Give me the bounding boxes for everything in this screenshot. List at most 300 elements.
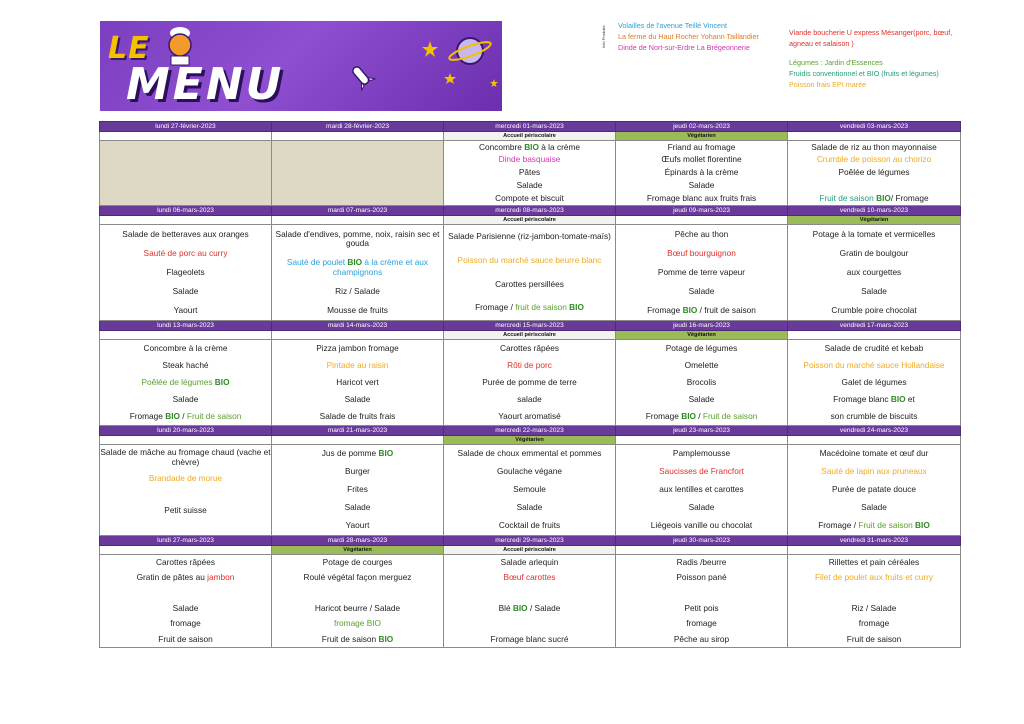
dish-text: Petit suisse xyxy=(164,505,207,516)
dish-text: Salade de crudité et kebab xyxy=(824,342,924,353)
dish-text: / xyxy=(695,410,703,421)
meal-cell xyxy=(272,340,444,426)
day-header: lundi 20-mars-2023 xyxy=(100,426,272,436)
empty-tag xyxy=(272,436,444,445)
empty-tag xyxy=(616,436,788,445)
dish-text: Pêche au sirop xyxy=(673,633,730,644)
day-header: jeudi 02-mars-2023 xyxy=(616,122,788,132)
day-header: mercredi 08-mars-2023 xyxy=(444,206,616,216)
logo-le: LE xyxy=(108,31,150,66)
dish-line xyxy=(788,635,960,645)
bio-label: BIO xyxy=(876,192,891,203)
day-header: mardi 14-mars-2023 xyxy=(272,321,444,331)
meal-cell xyxy=(100,141,272,206)
empty-tag xyxy=(616,546,788,555)
dish-line xyxy=(100,344,271,354)
meal-cell xyxy=(616,141,788,206)
dish-line xyxy=(788,412,960,422)
dish-line xyxy=(788,449,960,459)
dish-text: Salade xyxy=(516,180,543,191)
dish-text: Concombre à la crème xyxy=(143,342,228,353)
dish-line xyxy=(444,619,615,629)
dish-line xyxy=(444,604,615,614)
dish-text: Rôti de porc xyxy=(507,359,552,370)
dish-text: jambon xyxy=(207,572,235,583)
dish-text: Frites xyxy=(347,484,368,495)
dish-text: Omelette xyxy=(684,359,719,370)
dish-line xyxy=(272,635,443,645)
dish-text xyxy=(528,588,530,598)
dish-line xyxy=(100,635,271,645)
dish-line xyxy=(616,521,787,531)
dish-text: Fruit de saison xyxy=(819,192,877,203)
dish-text: Fruit de saison xyxy=(186,410,242,421)
dish-text: Potage de légumes xyxy=(665,342,738,353)
dish-text: Haricot vert xyxy=(336,376,379,387)
periscolaire-tag: Accueil périscolaire xyxy=(444,216,616,225)
empty-tag xyxy=(272,132,444,141)
dish-line xyxy=(444,344,615,354)
bio-label: BIO xyxy=(682,304,698,315)
dish-line xyxy=(444,589,615,599)
dish-text: Bœuf bourguignon xyxy=(667,247,736,258)
dish-text: Fromage blanc aux fruits frais xyxy=(646,192,757,203)
menu-banner xyxy=(100,21,502,111)
dish-text: fromage xyxy=(686,618,717,629)
dish-line xyxy=(788,143,960,153)
dish-text: Fruit de saison xyxy=(858,520,916,531)
dish-line xyxy=(444,395,615,405)
dish-line xyxy=(444,168,615,178)
dish-text: son crumble de biscuits xyxy=(830,410,918,421)
dish-text: / fruit de saison xyxy=(697,304,756,315)
bio-label: BIO xyxy=(378,448,394,459)
empty-tag xyxy=(788,132,961,141)
dish-text: Mousse de fruits xyxy=(327,304,388,315)
dish-line xyxy=(100,619,271,629)
dish-text: Potage à la tomate et vermicelles xyxy=(812,228,936,239)
dish-text: / xyxy=(179,410,187,421)
dish-line xyxy=(788,467,960,477)
dish-text xyxy=(184,489,186,499)
dish-line xyxy=(100,490,271,500)
dish-line xyxy=(616,485,787,495)
dish-text: Salade Parisienne (riz-jambon-tomate-maïs) xyxy=(448,231,611,242)
periscolaire-tag: Accueil périscolaire xyxy=(444,132,616,141)
periscolaire-tag: Accueil périscolaire xyxy=(444,331,616,340)
vegetarian-tag: Végétarien xyxy=(788,216,961,225)
dish-text: Salade xyxy=(688,180,715,191)
dish-line xyxy=(616,249,787,259)
dish-text: Yaourt xyxy=(345,520,370,531)
meal-cell xyxy=(272,225,444,321)
dish-text: Compote et biscuit xyxy=(495,192,564,203)
day-header: vendredi 24-mars-2023 xyxy=(788,426,961,436)
dish-line xyxy=(788,361,960,371)
tag-row xyxy=(100,436,961,445)
dish-text: Salade de betteraves aux oranges xyxy=(122,228,249,239)
empty-tag xyxy=(100,132,272,141)
dish-line xyxy=(444,232,615,242)
dish-line xyxy=(788,503,960,513)
meal-cell xyxy=(788,445,961,536)
dish-text: Poêlée de légumes xyxy=(838,167,910,178)
day-header: jeudi 16-mars-2023 xyxy=(616,321,788,331)
dish-line xyxy=(788,249,960,259)
dish-line xyxy=(272,361,443,371)
empty-tag xyxy=(272,331,444,340)
dish-text: Bœuf carottes xyxy=(503,572,556,583)
dish-line xyxy=(100,361,271,371)
dish-line xyxy=(272,287,443,297)
dish-text: Goulache végane xyxy=(496,466,563,477)
dish-line xyxy=(616,287,787,297)
dish-text: Gratin de pâtes au xyxy=(136,572,208,583)
dish-text: Carottes persillées xyxy=(495,278,564,289)
dish-text: Macédoine tomate et œuf dur xyxy=(819,448,929,459)
dish-text: Dinde basquaise xyxy=(498,154,561,165)
dish-text: et xyxy=(905,393,915,404)
day-header: lundi 27-février-2023 xyxy=(100,122,272,132)
meal-cell xyxy=(100,445,272,536)
empty-tag xyxy=(788,436,961,445)
dish-line xyxy=(788,306,960,316)
dish-text: Fromage xyxy=(647,304,683,315)
dish-line xyxy=(788,604,960,614)
day-header: mardi 28-février-2023 xyxy=(272,122,444,132)
menu-table xyxy=(99,121,961,648)
vegetarian-tag: Végétarien xyxy=(444,436,616,445)
dish-text: Brocolis xyxy=(686,376,717,387)
dish-text: Riz / Salade xyxy=(851,602,897,613)
day-header: vendredi 03-mars-2023 xyxy=(788,122,961,132)
dish-text: Salade xyxy=(516,502,543,513)
dish-text xyxy=(700,588,702,598)
dish-line xyxy=(272,467,443,477)
dish-text: aux courgettes xyxy=(846,266,902,277)
meal-cell xyxy=(100,225,272,321)
dish-line xyxy=(272,521,443,531)
meal-cell xyxy=(788,555,961,648)
dish-line xyxy=(616,604,787,614)
dish-text: Fromage xyxy=(645,410,682,421)
dish-text: Brandade de morue xyxy=(148,472,223,483)
dish-text: Pâtes xyxy=(518,167,541,178)
day-header: lundi 06-mars-2023 xyxy=(100,206,272,216)
dish-text: Poisson pané xyxy=(676,572,727,583)
tag-row xyxy=(100,216,961,225)
dish-text: Potage de courges xyxy=(322,556,393,567)
dish-text: Pêche au thon xyxy=(674,228,729,239)
week-header-row xyxy=(100,536,961,546)
supplier-line: Dinde de Nort-sur-Erdre La Brégeonnerie xyxy=(618,43,750,52)
dish-text: Riz / Salade xyxy=(335,285,380,296)
meal-cell xyxy=(444,555,616,648)
dish-text: Purée de pomme de terre xyxy=(482,376,577,387)
dish-text: Salade xyxy=(344,393,371,404)
dish-line xyxy=(788,395,960,405)
dish-text: Sauté de porc au curry xyxy=(143,247,228,258)
dish-text: Fromage blanc sucré xyxy=(490,633,569,644)
day-header: mercredi 15-mars-2023 xyxy=(444,321,616,331)
supplier-line: Fruidis conventionnel et BIO (fruits et légumes) xyxy=(789,69,939,78)
dish-text: Carottes râpées xyxy=(499,342,560,353)
dish-line xyxy=(100,573,271,583)
bio-label: BIO xyxy=(378,633,394,644)
empty-tag xyxy=(272,216,444,225)
day-header: lundi 27-mars-2023 xyxy=(100,536,272,546)
dish-text: Crumble poire chocolat xyxy=(831,304,917,315)
dish-line xyxy=(788,155,960,165)
dish-line xyxy=(788,485,960,495)
dish-text: Salade xyxy=(688,502,715,513)
empty-tag xyxy=(100,546,272,555)
bio-label: BIO xyxy=(214,376,230,387)
dish-text: Salade de fruits frais xyxy=(319,410,396,421)
dish-line xyxy=(616,378,787,388)
dish-text: Salade arlequin xyxy=(500,556,559,567)
dish-line xyxy=(788,181,960,191)
dish-line xyxy=(616,619,787,629)
dish-text: Saucisses de Francfort xyxy=(659,466,744,477)
dish-line xyxy=(444,181,615,191)
day-header: jeudi 30-mars-2023 xyxy=(616,536,788,546)
dish-line xyxy=(100,412,271,422)
dish-text xyxy=(184,588,186,598)
dish-line xyxy=(444,573,615,583)
empty-tag xyxy=(616,216,788,225)
dish-text: Roulé végétal façon merguez xyxy=(303,572,412,583)
bio-label: BIO xyxy=(681,410,696,421)
dish-line xyxy=(444,635,615,645)
dish-text xyxy=(184,521,186,531)
dish-line xyxy=(616,573,787,583)
meal-cell xyxy=(788,340,961,426)
week-header-row xyxy=(100,122,961,132)
dish-line xyxy=(444,361,615,371)
dish-line xyxy=(616,168,787,178)
dish-text: Yaourt xyxy=(173,304,198,315)
dish-line xyxy=(272,485,443,495)
dish-text: Haricot beurre / Salade xyxy=(314,602,401,613)
dish-text: Crumble de poisson au chorizo xyxy=(816,154,932,165)
meal-cell xyxy=(444,225,616,321)
meal-row xyxy=(100,225,961,321)
dish-line xyxy=(272,573,443,583)
meal-row xyxy=(100,340,961,426)
dish-text: Sauté de lapin aux pruneaux xyxy=(821,466,927,477)
dish-text: Fromage / xyxy=(475,302,516,313)
dish-text: Galet de légumes xyxy=(841,376,907,387)
dish-line xyxy=(444,143,615,153)
week-header-row xyxy=(100,321,961,331)
dish-line xyxy=(616,503,787,513)
supplier-line: Poisson frais EPI marée xyxy=(789,80,867,89)
dish-line xyxy=(272,230,443,249)
tag-row xyxy=(100,132,961,141)
dish-line xyxy=(616,306,787,316)
day-header: vendredi 31-mars-2023 xyxy=(788,536,961,546)
dish-text: Jus de pomme xyxy=(321,448,379,459)
dish-line xyxy=(272,449,443,459)
suppliers-vertical-label: Info Produits xyxy=(601,25,606,48)
meal-cell xyxy=(616,555,788,648)
dish-text: fromage BIO xyxy=(333,618,382,629)
meal-cell xyxy=(444,445,616,536)
dish-line xyxy=(444,378,615,388)
meal-cell xyxy=(272,445,444,536)
dish-text: Radis /beurre xyxy=(676,556,727,567)
day-header: mercredi 22-mars-2023 xyxy=(444,426,616,436)
dish-line xyxy=(100,249,271,259)
dish-line xyxy=(616,143,787,153)
meal-cell xyxy=(100,340,272,426)
dish-text: Fruit de saison xyxy=(702,410,758,421)
day-header: mardi 07-mars-2023 xyxy=(272,206,444,216)
day-header: mardi 21-mars-2023 xyxy=(272,426,444,436)
dish-line xyxy=(788,194,960,204)
dish-line xyxy=(100,558,271,568)
dish-text: Salade xyxy=(172,602,199,613)
dish-text xyxy=(528,618,530,628)
dish-line xyxy=(616,395,787,405)
dish-text: Concombre xyxy=(478,141,525,152)
dish-line xyxy=(444,155,615,165)
dish-line xyxy=(788,619,960,629)
dish-text: Rillettes et pain céréales xyxy=(828,556,920,567)
dish-text: Épinards à la crème xyxy=(664,167,739,178)
empty-tag xyxy=(100,216,272,225)
dish-line xyxy=(788,168,960,178)
dish-line xyxy=(444,467,615,477)
dish-text: Salade xyxy=(861,285,887,296)
dish-line xyxy=(788,287,960,297)
dish-text: salade xyxy=(517,393,542,404)
week-header-row xyxy=(100,426,961,436)
dish-text: à la crème et aux champignons xyxy=(332,257,429,277)
dish-line xyxy=(616,467,787,477)
dish-line xyxy=(100,474,271,484)
meal-cell xyxy=(616,225,788,321)
day-header: vendredi 17-mars-2023 xyxy=(788,321,961,331)
dish-text: Salade xyxy=(861,502,887,513)
dish-text: Poisson du marché sauce beurre blanc xyxy=(457,254,602,265)
dish-line xyxy=(616,344,787,354)
dish-text: Fruit de saison xyxy=(321,633,379,644)
dish-line xyxy=(100,306,271,316)
dish-line xyxy=(616,230,787,240)
dish-line xyxy=(788,230,960,240)
dish-text: Salade xyxy=(172,285,199,296)
dish-line xyxy=(272,395,443,405)
dish-line xyxy=(616,412,787,422)
logo-menu: MENU xyxy=(126,59,285,110)
supplier-line: Volailles de l'avenue Teillé Vincent xyxy=(618,21,727,30)
dish-text: Pintade au raisin xyxy=(326,359,389,370)
day-header: jeudi 23-mars-2023 xyxy=(616,426,788,436)
dish-text: Œufs mollet florentine xyxy=(661,154,742,165)
dish-text: fromage xyxy=(170,618,201,629)
dish-line xyxy=(616,589,787,599)
dish-line xyxy=(272,619,443,629)
dish-line xyxy=(616,449,787,459)
dish-line xyxy=(100,589,271,599)
dish-line xyxy=(444,256,615,266)
dish-text: Flageolets xyxy=(166,266,205,277)
dish-text: Carottes râpées xyxy=(155,556,216,567)
dish-line xyxy=(444,280,615,290)
meal-cell xyxy=(444,141,616,206)
vegetarian-tag: Végétarien xyxy=(272,546,444,555)
day-header: mercredi 29-mars-2023 xyxy=(444,536,616,546)
bio-label: BIO xyxy=(512,602,528,613)
dish-text: Steak haché xyxy=(162,359,209,370)
meal-cell xyxy=(272,141,444,206)
dish-text xyxy=(356,588,358,598)
dish-line xyxy=(616,268,787,278)
vegetarian-tag: Végétarien xyxy=(616,132,788,141)
dish-line xyxy=(272,306,443,316)
periscolaire-tag: Accueil périscolaire xyxy=(444,546,616,555)
dish-text: Purée de patate douce xyxy=(832,484,916,495)
dish-text: Burger xyxy=(345,466,370,477)
meal-cell xyxy=(788,225,961,321)
dish-text: / Salade xyxy=(527,602,561,613)
meal-cell xyxy=(444,340,616,426)
suppliers-list-left xyxy=(618,20,788,53)
meal-cell xyxy=(616,340,788,426)
dish-line xyxy=(272,412,443,422)
dish-line xyxy=(100,522,271,532)
dish-text: Friand au fromage xyxy=(667,141,736,152)
dish-line xyxy=(100,604,271,614)
suppliers-list-right xyxy=(789,27,959,90)
dish-text: Blé xyxy=(498,602,513,613)
meal-row xyxy=(100,445,961,536)
dish-text: fruit de saison xyxy=(515,302,570,313)
dish-text: Petit pois xyxy=(684,602,719,613)
dish-line xyxy=(100,230,271,240)
vegetarian-tag: Végétarien xyxy=(616,331,788,340)
dish-line xyxy=(444,303,615,313)
dish-line xyxy=(272,604,443,614)
dish-text: Gratin de boulgour xyxy=(839,247,909,258)
meal-row xyxy=(100,555,961,648)
dish-text: Poêlée de légumes xyxy=(141,376,215,387)
dish-text: / Fromage xyxy=(890,192,929,203)
dish-line xyxy=(616,155,787,165)
dish-line xyxy=(616,558,787,568)
dish-line xyxy=(616,361,787,371)
dish-text xyxy=(873,588,875,598)
day-header: mardi 28-mars-2023 xyxy=(272,536,444,546)
dish-line xyxy=(100,378,271,388)
meal-row xyxy=(100,141,961,206)
dish-line xyxy=(272,558,443,568)
dish-text xyxy=(873,180,875,190)
dish-line xyxy=(616,181,787,191)
dish-text: Cocktail de fruits xyxy=(498,520,561,531)
dish-text: Salade de choux emmental et pommes xyxy=(457,448,602,459)
dish-line xyxy=(444,194,615,204)
dish-line xyxy=(444,503,615,513)
dish-line xyxy=(272,344,443,354)
dish-line xyxy=(616,194,787,204)
dish-line xyxy=(100,506,271,516)
dish-text: Salade de mâche au fromage chaud (vache et chèvre) xyxy=(100,447,271,467)
bio-label: BIO xyxy=(524,141,539,152)
supplier-line: Viande boucherie U express Mésanger(porc, bœuf, agneau et salaison ) xyxy=(789,28,953,48)
